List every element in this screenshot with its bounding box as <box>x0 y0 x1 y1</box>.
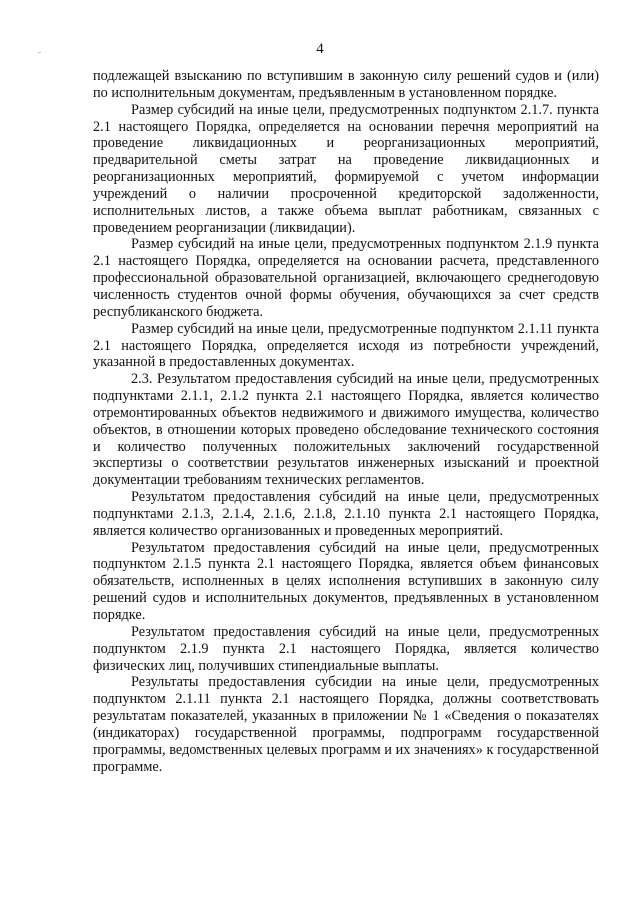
body-text <box>93 68 599 775</box>
paragraph-result-events: Результатом предоставления субсидий на иные цели, предусмотренных подпунктами 2.1.3, 2.1.4, 2.1.6, 2.1.8, 2.1.10 пункта 2.1 настоящего Порядка, является количество организованных и проведенных мероприятий. <box>93 489 599 539</box>
paragraph-continuation: подлежащей взысканию по вступившим в законную силу решений судов и (или) по исполнительным документам, предъявленным в установленном порядке. <box>93 68 599 101</box>
page-number: 4 <box>316 41 324 57</box>
paragraph-result-indicators: Результаты предоставления субсидии на иные цели, предусмотренных подпунктом 2.1.11 пункта 2.1 настоящего Порядка, должны соответствовать результатам показателей, указанных в приложении № 1 «Сведения о показателях (индикаторах) государственной программы, подпрограмм государственной программы, ведомственных целевых программ и их значениях» к государственной программе. <box>93 674 599 775</box>
paragraph-section-2-3: 2.3. Результатом предоставления субсидий на иные цели, предусмотренных подпунктами 2.1.1, 2.1.2 пункта 2.1 настоящего Порядка, является количество отремонтированных объектов недвижимого и движимого имущества, количество объектов, в отношении которых проведено обследование технического состояния и количество полученных положительных заключений государственной экспертизы о соответствии результатов инженерных изысканий и проектной документации требованиям технических регламентов. <box>93 371 599 489</box>
paragraph-result-obligations: Результатом предоставления субсидий на иные цели, предусмотренных подпунктом 2.1.5 пункта 2.1 настоящего Порядка, является объем финансовых обязательств, исполненных в целях исполнения вступивших в законную силу решений судов и исполнительных документов, предъявленных в установленном порядке. <box>93 539 599 623</box>
paragraph-subsidy-2-1-7: Размер субсидий на иные цели, предусмотренных подпунктом 2.1.7. пункта 2.1 настоящего Порядка, определяется на основании перечня мероприятий на проведение ликвидационных и реорганизационных мероприятий, предварительной сметы затрат на проведение ликвидационных и реорганизационных мероприятий, формируемой с учетом информации учреждений о наличии просроченной кредиторской задолженности, исполнительных листов, а также объема выплат работникам, связанных с проведением реорганизации (ликвидации). <box>93 101 599 236</box>
paragraph-subsidy-2-1-11: Размер субсидий на иные цели, предусмотренные подпунктом 2.1.11 пункта 2.1 настоящего Порядка, определяется исходя из потребности учреждений, указанной в предоставленных документах. <box>93 320 599 371</box>
paragraph-subsidy-2-1-9: Размер субсидий на иные цели, предусмотренных подпунктом 2.1.9 пункта 2.1 настоящего Порядка, определяется на основании расчета, представленного профессиональной образовательной организацией, включающего среднегодовую численность студентов очной формы обучения, обучающихся за счет средств республиканского бюджета. <box>93 236 599 320</box>
paragraph-result-stipends: Результатом предоставления субсидий на иные цели, предусмотренных подпунктом 2.1.9 пункта 2.1 настоящего Порядка, является количество физических лиц, получивших стипендиальные выплаты. <box>93 623 599 674</box>
